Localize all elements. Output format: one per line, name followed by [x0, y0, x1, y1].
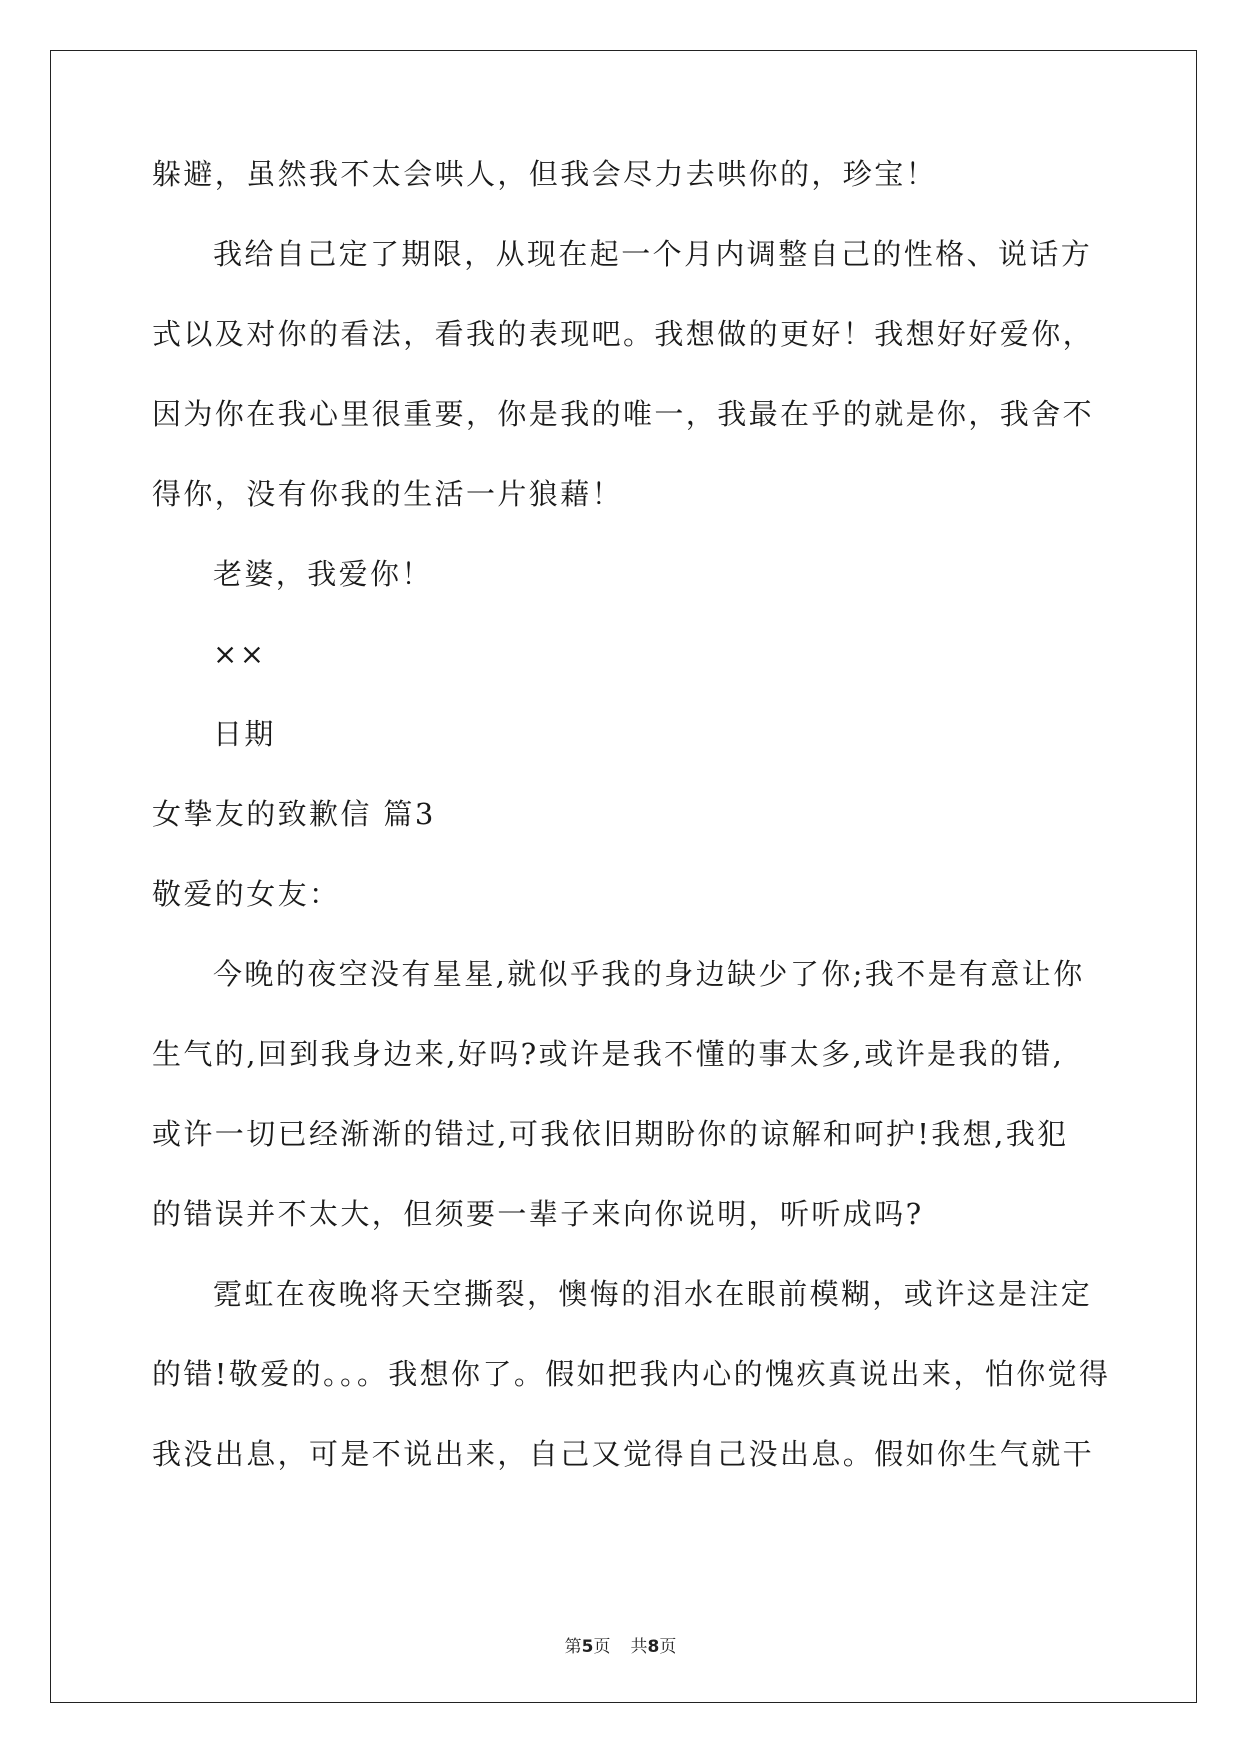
text-line: 我没出息，可是不说出来，自己又觉得自己没出息。假如你生气就干 [152, 1437, 1095, 1471]
text-line: 生气的,回到我身边来,好吗?或许是我不懂的事太多,或许是我的错, [152, 1037, 1065, 1071]
text-line: 的错!敬爱的。。。我想你了。假如把我内心的愧疚真说出来，怕你觉得 [152, 1357, 1111, 1391]
salutation: 敬爱的女友： [152, 877, 341, 911]
text-line: 今晚的夜空没有星星,就似乎我的身边缺少了你;我不是有意让你 [213, 957, 1085, 991]
text-line: 躲避，虽然我不太会哄人，但我会尽力去哄你的，珍宝！ [152, 157, 938, 191]
text-line: 得你，没有你我的生活一片狼藉！ [152, 477, 624, 511]
text-line: 我给自己定了期限，从现在起一个月内调整自己的性格、说话方 [213, 237, 1093, 271]
total-suffix: 页 [659, 1637, 677, 1657]
page-suffix: 页 [593, 1637, 611, 1657]
text-line: 因为你在我心里很重要，你是我的唯一，我最在乎的就是你，我舍不 [152, 397, 1095, 431]
text-line: 的错误并不太大，但须要一辈子来向你说明，听听成吗? [152, 1197, 924, 1231]
page-prefix: 第 [564, 1637, 582, 1657]
text-line: 式以及对你的看法，看我的表现吧。我想做的更好！我想好好爱你， [152, 317, 1095, 351]
section-heading: 女挚友的致歉信 篇3 [152, 797, 436, 831]
text-line: 霓虹在夜晚将天空撕裂，懊悔的泪水在眼前模糊，或许这是注定 [213, 1277, 1093, 1311]
text-line: 或许一切已经渐渐的错过,可我依旧期盼你的谅解和呵护!我想,我犯 [152, 1117, 1069, 1151]
document-body [152, 157, 1111, 1520]
text-line: 老婆，我爱你！ [213, 557, 433, 591]
page-total: 8 [647, 1637, 660, 1657]
total-prefix: 共 [630, 1637, 648, 1657]
date-line: 日期 [213, 717, 276, 751]
page-footer [0, 1632, 1241, 1657]
signature: ×× [213, 637, 267, 671]
page-current: 5 [581, 1637, 594, 1657]
